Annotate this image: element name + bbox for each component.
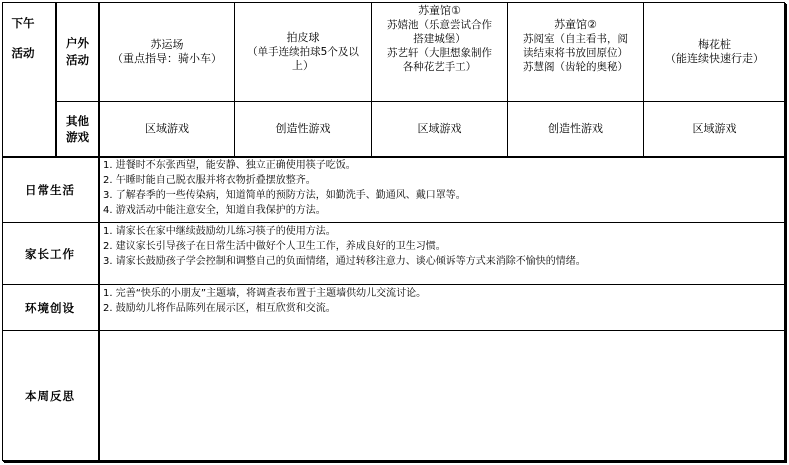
weekly-reflection-label	[2, 331, 98, 461]
outdoor-cell-2-line-2: （单手连续拍球5个及以	[247, 45, 359, 58]
daily-life-label	[2, 158, 98, 222]
parent-work-label-text: 家长工作	[25, 246, 75, 261]
list-item: 1. 进餐时不东张西望，能安静、独立正确使用筷子吃饭。	[103, 160, 356, 171]
daily-life-list	[103, 158, 466, 218]
other-games-cell-1	[100, 102, 234, 156]
list-item: 2. 午睡时能自己脱衣服并将衣物折叠摆放整齐。	[103, 175, 316, 186]
list-item: 1. 请家长在家中继续鼓励幼儿练习筷子的使用方法。	[103, 226, 336, 237]
outdoor-cell-4-line-2: 苏阅室（自主看书，阅	[523, 33, 628, 45]
outdoor-cell-4-line-1: 苏童馆②	[554, 18, 597, 31]
environment-label	[2, 285, 98, 330]
parent-work-list	[103, 224, 586, 269]
outdoor-cell-2-line-3: 上）	[292, 58, 314, 72]
other-games-cell-3	[372, 102, 507, 156]
other-games-cell-4-text: 创造性游戏	[548, 122, 603, 135]
outdoor-activity-label	[57, 2, 98, 101]
row-line-daily-bottom	[2, 222, 785, 223]
list-item: 3. 了解春季的一些传染病，知道简单的预防方法，如勤洗手、勤通风、戴口罩等。	[103, 190, 466, 201]
outdoor-cell-4	[508, 2, 643, 101]
outdoor-cell-3-line-2: 苏嬉池（乐意尝试合作	[387, 19, 492, 31]
list-item: 4. 游戏活动中能注意安全，知道自我保护的方法。	[103, 205, 326, 216]
other-games-label	[57, 102, 98, 156]
outdoor-cell-4-line-3: 读结束将书放回原位）	[523, 47, 628, 59]
outdoor-cell-4-line-4: 苏慧阁（齿轮的奥秘）	[523, 61, 628, 73]
outdoor-cell-3-line-4: 苏艺轩（大胆想象制作	[387, 47, 492, 59]
afternoon-label	[7, 8, 51, 68]
outdoor-cell-3-line-1: 苏童馆①	[418, 4, 461, 17]
other-games-cell-3-text: 区域游戏	[417, 122, 462, 135]
other-games-cell-5-text: 区域游戏	[692, 122, 737, 135]
list-item: 2. 建议家长引导孩子在日常生活中做好个人卫生工作，养成良好的卫生习惯。	[103, 241, 446, 252]
list-item: 1. 完善“快乐的小朋友”主题墙，将调查表布置于主题墙供幼儿交流讨论。	[103, 288, 427, 299]
outdoor-cell-3-line-3: 搭建城堡）	[413, 33, 466, 45]
other-games-cell-4	[508, 102, 643, 156]
row-line-parents-bottom	[2, 284, 785, 285]
outdoor-cell-2	[235, 2, 371, 101]
weekly-reflection-content[interactable]	[100, 331, 785, 461]
daily-life-label-text: 日常生活	[25, 183, 75, 197]
other-games-cell-2	[235, 102, 371, 156]
other-games-label-text: 其他游戏	[66, 114, 89, 144]
other-games-cell-5	[644, 102, 785, 156]
environment-label-text: 环境创设	[25, 300, 75, 315]
list-item: 2. 鼓励幼儿将作品陈列在展示区，相互欣赏和交流。	[103, 303, 336, 314]
afternoon-label-text: 下午活动	[11, 16, 35, 60]
list-item: 3. 请家长鼓励孩子学会控制和调整自己的负面情绪，通过转移注意力、谈心倾诉等方式来消除不愉快的情绪。	[103, 256, 586, 267]
outdoor-cell-5-line-2: （能连续快速行走）	[665, 51, 764, 65]
outdoor-cell-5	[644, 2, 785, 101]
other-games-cell-1-text: 区域游戏	[145, 122, 189, 135]
weekly-reflection-label-text: 本周反思	[25, 389, 75, 403]
outdoor-cell-5-line-1: 梅花桩	[698, 37, 731, 51]
outdoor-activity-label-text: 户外活动	[66, 35, 89, 67]
environment-list	[103, 286, 426, 316]
other-games-cell-2-text: 创造性游戏	[275, 122, 331, 135]
outdoor-cell-1	[100, 2, 234, 101]
outdoor-cell-2-line-1: 拍皮球	[286, 30, 320, 44]
outdoor-cell-3-line-5: 各种花艺手工）	[402, 61, 477, 73]
outdoor-cell-3	[372, 2, 507, 101]
outdoor-cell-1-line-1: 苏运场	[150, 37, 184, 51]
parent-work-label	[2, 223, 98, 284]
outdoor-cell-1-line-2: （重点指导：骑小车）	[112, 51, 222, 65]
